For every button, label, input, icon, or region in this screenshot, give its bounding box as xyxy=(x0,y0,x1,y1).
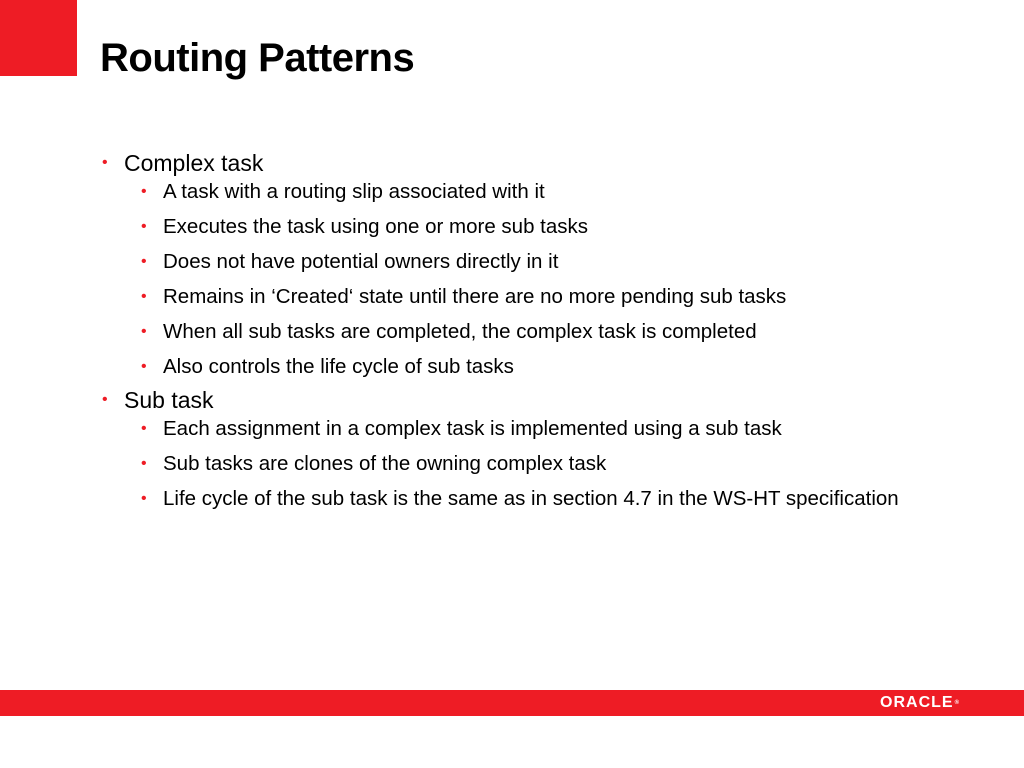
oracle-logo xyxy=(880,695,960,711)
bullet-icon: • xyxy=(102,391,108,408)
sub-bullet xyxy=(100,355,980,379)
bullet-icon: • xyxy=(141,218,147,235)
sub-bullet xyxy=(100,417,980,441)
sub-bullet-text: Remains in ‘Created‘ state until there are no more pending sub tasks xyxy=(163,285,787,308)
corner-accent-line xyxy=(0,74,77,76)
bullet-complex-task xyxy=(100,148,980,178)
bullet-text: Sub task xyxy=(124,387,214,413)
bullet-sub-task xyxy=(100,385,980,415)
bullet-icon: • xyxy=(141,490,147,507)
footer-bar xyxy=(0,690,1024,716)
bullet-icon: • xyxy=(141,253,147,270)
sub-bullet-text: When all sub tasks are completed, the complex task is completed xyxy=(163,320,757,343)
bullet-icon: • xyxy=(141,358,147,375)
bullet-icon: • xyxy=(141,183,147,200)
bullet-icon: • xyxy=(141,323,147,340)
bullet-icon: • xyxy=(141,288,147,305)
sub-bullet-text: Each assignment in a complex task is implemented using a sub task xyxy=(163,417,782,440)
sub-bullet-text: Also controls the life cycle of sub tasks xyxy=(163,355,514,378)
sub-bullet-text: Life cycle of the sub task is the same as in section 4.7 in the WS-HT specification xyxy=(163,487,899,510)
sub-bullet-text: Executes the task using one or more sub tasks xyxy=(163,215,589,238)
sub-bullet xyxy=(100,250,980,274)
sub-bullet-text: Sub tasks are clones of the owning complex task xyxy=(163,452,607,475)
bullet-icon: • xyxy=(141,420,147,437)
bullet-icon: • xyxy=(102,154,108,171)
bullet-list xyxy=(100,148,980,522)
sub-bullet-text: Does not have potential owners directly in it xyxy=(163,250,559,273)
bullet-text: Complex task xyxy=(124,150,264,176)
sub-bullet xyxy=(100,285,980,309)
sub-bullet xyxy=(100,320,980,344)
slide-title: Routing Patterns xyxy=(100,36,415,80)
sub-bullet xyxy=(100,452,980,476)
corner-accent-block xyxy=(0,0,77,74)
registered-mark: ® xyxy=(954,700,960,706)
sub-bullet xyxy=(100,180,980,204)
sub-bullet xyxy=(100,215,980,239)
oracle-logo-text: ORACLE xyxy=(880,694,954,711)
bullet-icon: • xyxy=(141,455,147,472)
sub-bullet xyxy=(100,487,980,511)
sub-bullet-text: A task with a routing slip associated with it xyxy=(163,180,545,203)
